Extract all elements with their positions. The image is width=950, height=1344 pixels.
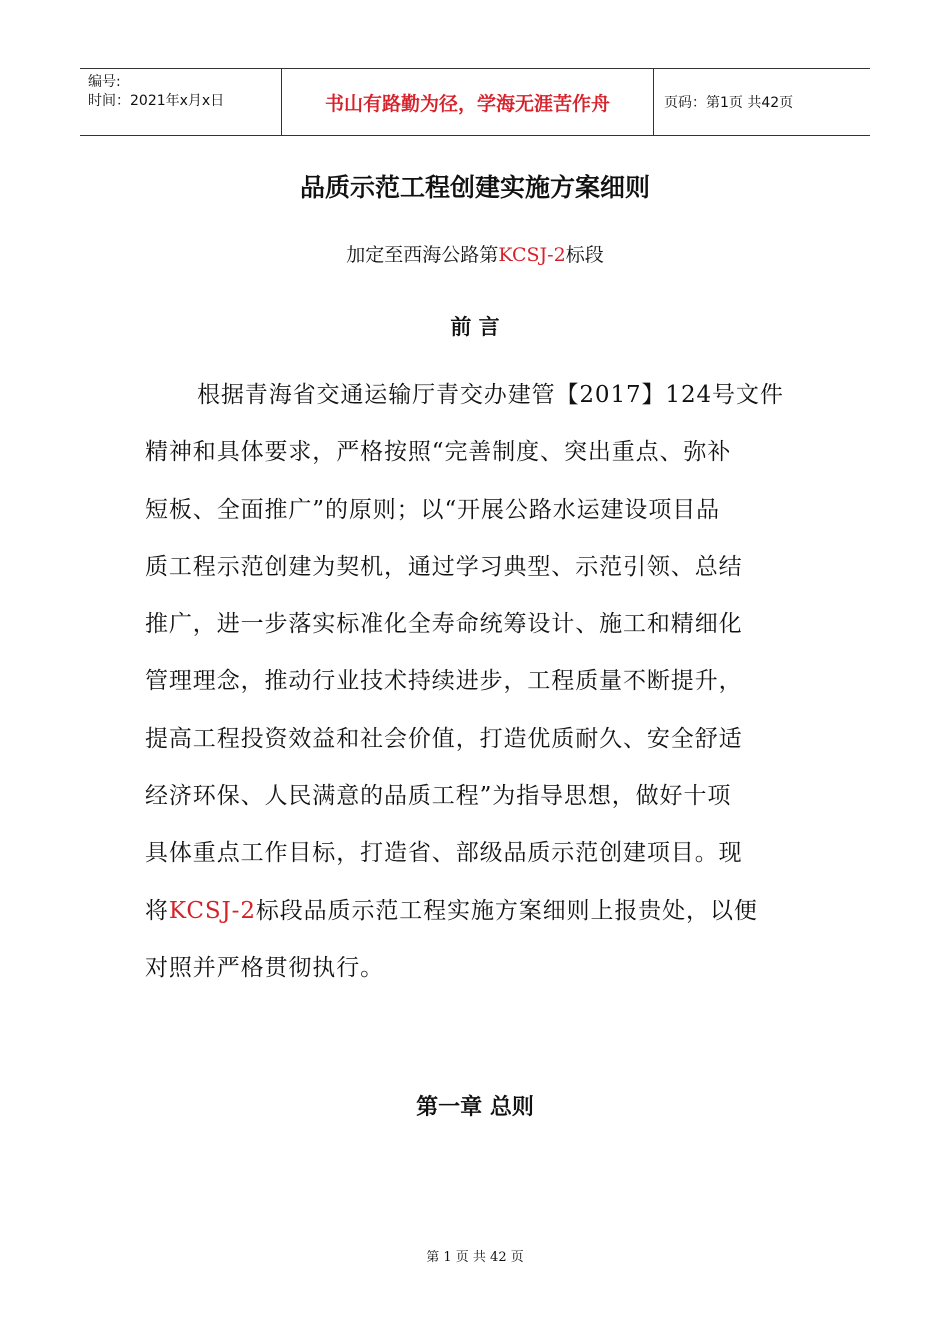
page-footer: 第 1 页 共 42 页 <box>426 1250 524 1265</box>
header-page-info: 页码：第1页 共42页 <box>664 95 794 111</box>
document-subtitle <box>0 240 950 267</box>
code-label: 编号: <box>88 74 121 90</box>
body-line: 精神和具体要求，严格按照“完善制度、突出重点、弥补 <box>145 439 732 466</box>
header-motto: 书山有路勤为径，学海无涯苦作舟 <box>282 69 654 135</box>
page-header <box>80 68 870 136</box>
body-line: 提高工程投资效益和社会价值，打造优质耐久、安全舒适 <box>145 725 743 752</box>
chapter-heading: 第一章 总则 <box>416 1095 534 1120</box>
subtitle-suffix: 标段 <box>565 244 604 266</box>
header-meta <box>80 69 282 135</box>
body-line: 质工程示范创建为契机，通过学习典型、示范引领、总结 <box>145 553 743 580</box>
preface-body <box>145 367 807 997</box>
body-line: 推广，进一步落实标准化全寿命统筹设计、施工和精细化 <box>145 611 743 638</box>
subtitle-section-code: KCSJ-2 <box>498 244 566 266</box>
body-line: 对照并严格贯彻执行。 <box>145 954 384 981</box>
body-line: 具体重点工作目标，打造省、部级品质示范创建项目。现 <box>145 840 743 867</box>
body-section-code: KCSJ-2 <box>168 897 256 924</box>
time-label: 时间：2021年x月x日 <box>88 93 225 109</box>
body-line: 短板、全面推广”的原则；以“开展公路水运建设项目品 <box>145 496 721 523</box>
body-line: 根据青海省交通运输厅青交办建管【2017】124号文件 <box>197 382 784 408</box>
document-title: 品质示范工程创建实施方案细则 <box>299 173 650 202</box>
body-line: 管理理念，推动行业技术持续进步，工程质量不断提升， <box>145 668 743 695</box>
body-line: 经济环保、人民满意的品质工程”为指导思想，做好十项 <box>145 783 732 810</box>
preface-heading: 前 言 <box>450 315 500 339</box>
subtitle-prefix: 加定至西海公路第 <box>346 244 499 266</box>
body-line: 将KCSJ-2标段品质示范工程实施方案细则上报贵处，以便 <box>145 897 758 924</box>
